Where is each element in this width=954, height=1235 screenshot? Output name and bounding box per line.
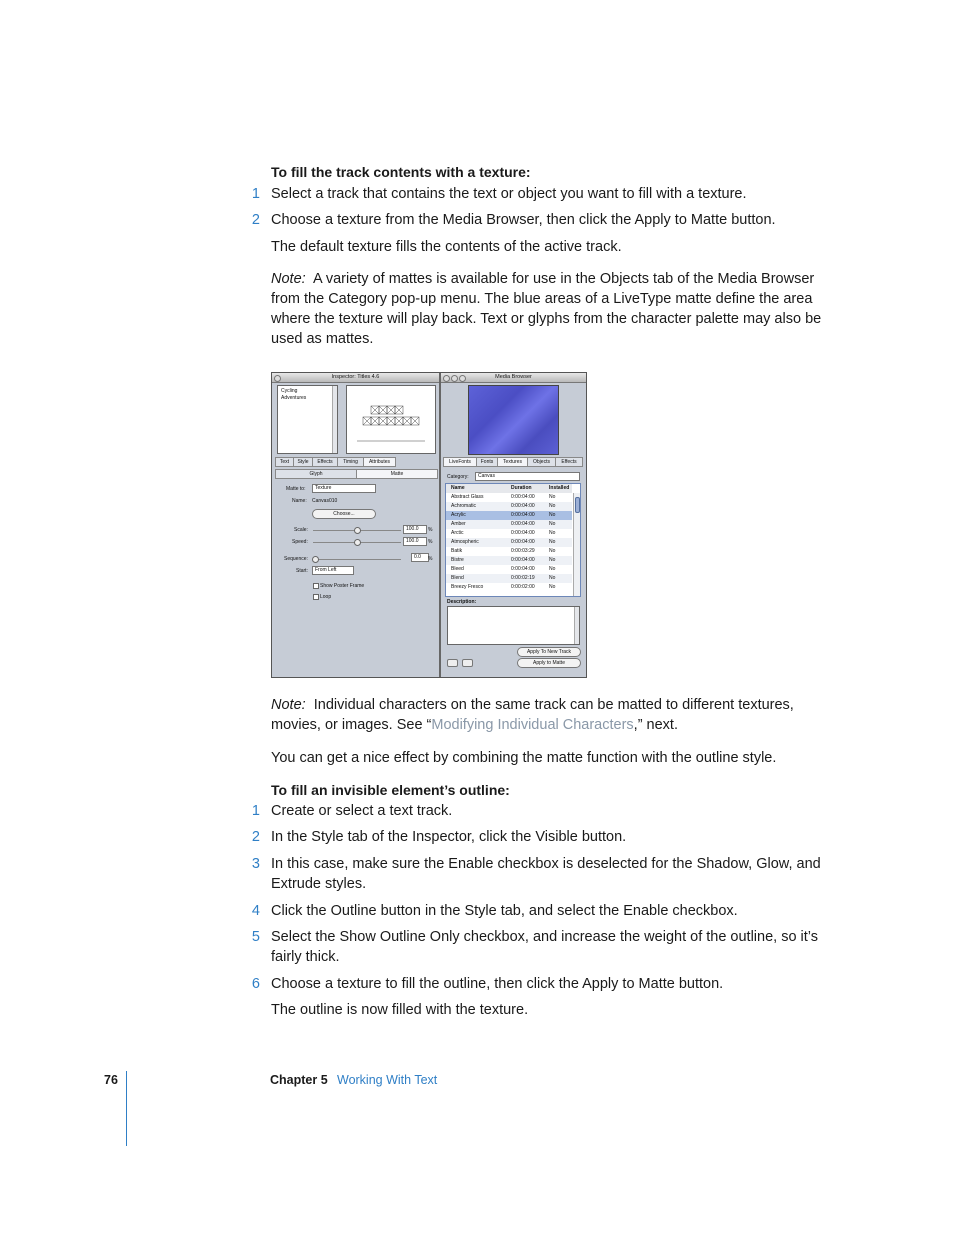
step-number: 5 [251, 929, 260, 945]
table-cell: Abstract Glass [451, 494, 484, 500]
table-cell: No [549, 494, 556, 500]
table-row[interactable] [446, 556, 572, 565]
canvas-text-line: Adventures [281, 395, 307, 401]
sequence-field[interactable]: 0.0 [411, 553, 429, 562]
category-label: Category: [447, 474, 469, 480]
note-paragraph [271, 269, 821, 349]
step-number: 1 [251, 186, 260, 202]
table-cell: Amber [451, 521, 466, 527]
step-text [271, 927, 818, 967]
note-line: from the Category pop-up menu. The blue areas of a LiveType matte define the area [271, 291, 813, 307]
inspector-title: Inspector: Titles 4.6 [331, 374, 380, 380]
description-label: Description: [447, 599, 477, 605]
chapter-title: Working With Text [337, 1073, 438, 1087]
note-line: A variety of mattes is available for use in the Objects tab of the Media Browser [312, 271, 815, 287]
step-line: Choose a texture to fill the outline, then click the Apply to Matte button. [271, 976, 724, 992]
table-cell: Atmospheric [451, 539, 479, 545]
table-row[interactable] [446, 565, 572, 574]
table-cell: No [549, 575, 556, 581]
tab-objects[interactable]: Objects [527, 457, 556, 467]
matte-to-popup[interactable]: Texture [312, 484, 376, 493]
table-cell: Bleed [451, 566, 464, 572]
tab-style[interactable]: Style [293, 457, 313, 467]
subtab-matte[interactable]: Matte [356, 469, 438, 479]
column-name[interactable]: Name [451, 485, 465, 491]
modifying-characters-link[interactable]: Modifying Individual Characters [431, 717, 634, 733]
table-cell: No [549, 566, 556, 572]
step-number: 1 [251, 803, 260, 819]
scale-label: Scale: [294, 527, 308, 533]
list-scrollbar[interactable] [573, 493, 580, 596]
texture-list[interactable] [445, 483, 581, 597]
description-box [447, 606, 580, 645]
canvas-text-line: Cycling [281, 388, 298, 394]
table-cell: No [549, 530, 556, 536]
window-divider [439, 373, 441, 677]
percent-label: % [428, 539, 433, 545]
tab-effects-browser[interactable]: Effects [555, 457, 583, 467]
table-row[interactable] [446, 574, 572, 583]
apply-to-matte-button[interactable]: Apply to Matte [517, 658, 581, 668]
percent-label: % [428, 527, 433, 533]
table-cell: Bistre [451, 557, 464, 563]
table-cell: No [549, 557, 556, 563]
note-line: movies, or images. See “ [271, 717, 432, 733]
table-cell: 0:00:02:19 [511, 575, 535, 581]
scale-field[interactable]: 100.0 [403, 525, 427, 534]
table-cell: No [549, 521, 556, 527]
note-line: where the texture will play back. Text or glyphs from the character palette may also be [271, 311, 822, 327]
loop-label: Loop [320, 594, 332, 600]
note-label: Note: [271, 697, 306, 713]
start-popup[interactable]: From Left [312, 566, 354, 575]
table-cell: 0:00:04:00 [511, 539, 535, 545]
step-number: 2 [251, 212, 260, 228]
start-label: Start: [296, 568, 308, 574]
livetype-screenshot [271, 372, 587, 678]
browser-title: Media Browser [495, 374, 532, 380]
show-poster-frame-label: Show Poster Frame [320, 583, 365, 589]
tab-livefonts[interactable]: LiveFonts [443, 457, 477, 467]
step-number: 6 [251, 976, 260, 992]
table-row[interactable] [446, 583, 572, 592]
subtab-glyph[interactable]: Glyph [275, 469, 357, 479]
note2-paragraph [271, 695, 794, 735]
tab-text[interactable]: Text [275, 457, 294, 467]
tab-textures[interactable]: Textures [497, 457, 528, 467]
inspector-titlebar [272, 373, 439, 383]
step-number: 2 [251, 829, 260, 845]
step-text: Choose a texture from the Media Browser, then click the Apply to Matte button. [271, 212, 776, 228]
table-cell: Arctic [451, 530, 464, 536]
text-entry-box[interactable] [277, 385, 338, 454]
matte-to-label: Matte to: [286, 486, 306, 492]
step-text [271, 827, 626, 847]
step-text [271, 801, 452, 821]
table-cell: No [549, 584, 556, 590]
result-text: The outline is now filled with the texture. [271, 1002, 529, 1018]
table-row[interactable] [446, 502, 572, 511]
list-header [446, 484, 572, 493]
step-line: In this case, make sure the Enable checkbox is deselected for the Shadow, Glow, and [271, 856, 821, 872]
browser-titlebar [441, 373, 586, 383]
step-text: Select a track that contains the text or object you want to fill with a texture. [271, 186, 747, 202]
step-number: 4 [251, 903, 260, 919]
sequence-slider[interactable] [313, 559, 401, 560]
table-cell: Blend [451, 575, 464, 581]
table-cell: 0:00:03:29 [511, 548, 535, 554]
effect-paragraph: You can get a nice effect by combining the matte function with the outline style. [271, 750, 777, 766]
table-cell: No [549, 539, 556, 545]
apply-to-new-track-button[interactable]: Apply To New Track [517, 647, 581, 657]
step-line: In the Style tab of the Inspector, click the Visible button. [271, 829, 627, 845]
table-cell: Batik [451, 548, 463, 554]
table-row[interactable] [446, 520, 572, 529]
step-text [271, 854, 821, 894]
table-cell: 0:00:04:00 [511, 512, 535, 518]
choose-button[interactable]: Choose... [312, 509, 376, 519]
percent-label: % [428, 556, 433, 562]
step-line: Click the Outline button in the Style tab, and select the Enable checkbox. [271, 903, 738, 919]
folder-icon[interactable] [447, 659, 458, 667]
speed-field[interactable]: 100.0 [403, 537, 427, 546]
section-heading: To fill an invisible element’s outline: [271, 782, 510, 798]
table-cell: 0:00:04:00 [511, 557, 535, 563]
tab-timing[interactable]: Timing [337, 457, 364, 467]
scale-slider-knob[interactable] [354, 527, 361, 534]
table-row[interactable] [446, 511, 572, 520]
result-text: The default texture fills the contents of the active track. [271, 239, 622, 255]
note-line: ,” next. [633, 717, 678, 733]
note-line: Individual characters on the same track can be matted to different textures, [313, 697, 794, 713]
column-duration[interactable]: Duration [511, 485, 532, 491]
table-cell: Achromatic [451, 503, 477, 509]
footer-rule [126, 1071, 127, 1146]
show-poster-frame-checkbox[interactable] [313, 583, 319, 589]
section-heading: To fill the track contents with a texture: [271, 164, 531, 180]
page-number: 76 [104, 1073, 118, 1087]
step-line: fairly thick. [271, 949, 340, 965]
step-line: Select the Show Outline Only checkbox, and increase the weight of the outline, so it’s [271, 929, 819, 945]
tab-fonts[interactable]: Fonts [476, 457, 498, 467]
scrollbar-thumb[interactable] [575, 497, 580, 513]
table-cell: No [549, 503, 556, 509]
table-row[interactable] [446, 547, 572, 556]
table-cell: 0:00:04:00 [511, 530, 535, 536]
chapter-label: Chapter 5 [270, 1073, 328, 1087]
name-label: Name: [292, 498, 307, 504]
preview-canvas [346, 385, 436, 454]
texture-preview [468, 385, 559, 455]
loop-checkbox[interactable] [313, 594, 319, 600]
note-line: used as mattes. [271, 331, 374, 347]
category-popup[interactable]: Canvas [475, 472, 580, 481]
table-cell: No [549, 512, 556, 518]
step-line: Create or select a text track. [271, 803, 453, 819]
note-label: Note: [271, 271, 306, 287]
table-cell: 0:00:04:00 [511, 503, 535, 509]
speed-label: Speed: [292, 539, 308, 545]
table-cell: Acrylic [451, 512, 466, 518]
tab-effects[interactable]: Effects [312, 457, 338, 467]
column-installed[interactable]: Installed [549, 485, 570, 491]
step-text [271, 974, 723, 994]
table-cell: 0:00:04:00 [511, 521, 535, 527]
step-number: 3 [251, 856, 260, 872]
step-line: Extrude styles. [271, 876, 367, 892]
glyph-preview-icon [347, 386, 435, 453]
refresh-icon[interactable] [462, 659, 473, 667]
table-cell: 0:00:02:00 [511, 584, 535, 590]
step-text [271, 901, 738, 921]
table-row[interactable] [446, 529, 572, 538]
table-row[interactable] [446, 493, 572, 502]
name-value: Canvas010 [312, 498, 338, 504]
table-cell: No [549, 548, 556, 554]
table-cell: 0:00:04:00 [511, 494, 535, 500]
table-row[interactable] [446, 538, 572, 547]
sequence-slider-knob[interactable] [312, 556, 319, 563]
speed-slider-knob[interactable] [354, 539, 361, 546]
table-cell: 0:00:04:00 [511, 566, 535, 572]
tab-attributes[interactable]: Attributes [363, 457, 396, 467]
sequence-label: Sequence: [284, 556, 308, 562]
table-cell: Breezy Fresco [451, 584, 484, 590]
